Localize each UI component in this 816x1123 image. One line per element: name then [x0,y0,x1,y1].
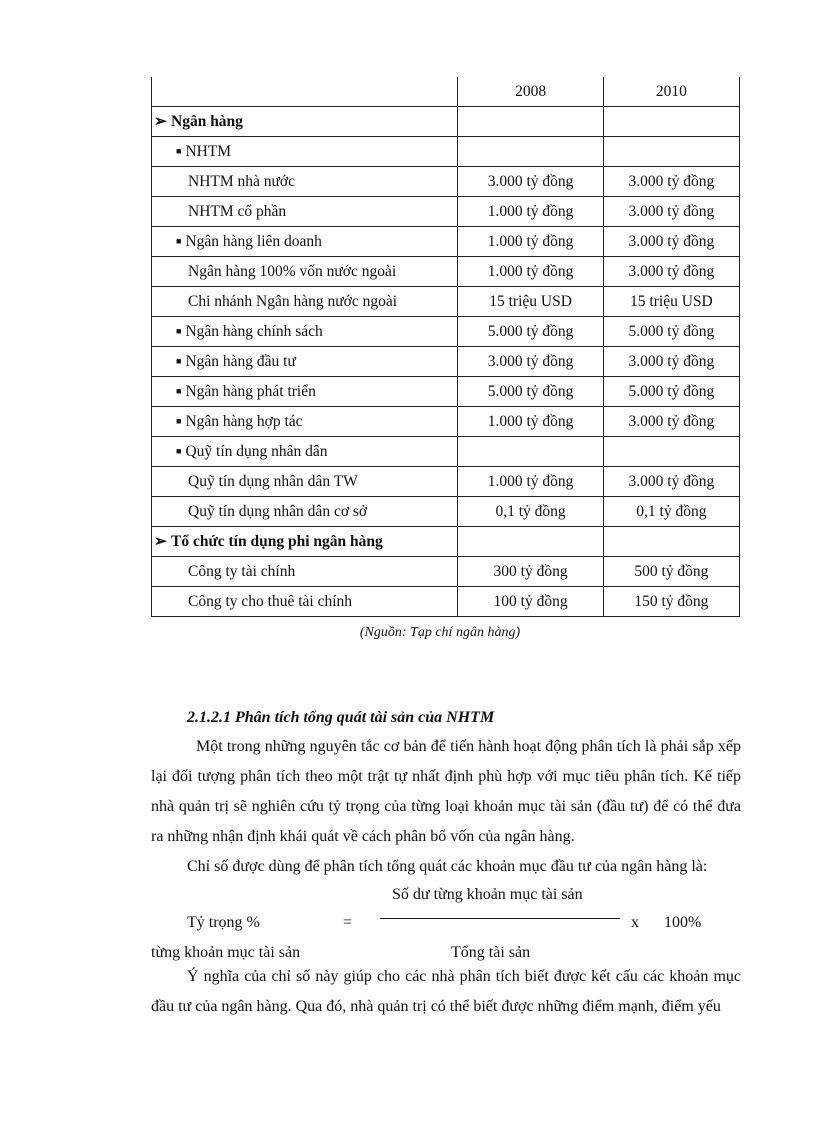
capital-table [151,77,740,617]
square-bullet-icon: ■ [176,445,182,456]
row-label: Ngân hàng đầu tư [185,352,296,370]
value-2010-cell: 3.000 tỷ đồng [603,167,739,197]
row-label: Công ty cho thuê tài chính [188,592,353,610]
table-row [152,287,740,317]
header-cell-label [152,77,458,107]
value-2010-cell: 3.000 tỷ đồng [603,467,739,497]
value-2010-cell: 0,1 tỷ đồng [603,497,739,527]
table-row [152,107,740,137]
square-bullet-icon: ■ [176,415,182,426]
row-label: Quỹ tín dụng nhân dân [185,442,328,460]
square-bullet-icon: ■ [176,235,182,246]
value-2008-cell: 1.000 tỷ đồng [458,227,603,257]
row-label: Ngân hàng chính sách [185,322,323,340]
arrow-bullet-icon: ➢ [154,113,167,130]
value-2008-cell: 5.000 tỷ đồng [458,377,603,407]
paragraph-meaning: Ý nghĩa của chỉ số này giúp cho các nhà phân tích biết được kết cấu các khoản mục đầu tư của ngân hàng. Qua đó, nhà quản trị có thể biết được những điểm mạnh, điểm yếu [151,968,741,1015]
row-label-cell [152,317,458,347]
value-2010-cell: 3.000 tỷ đồng [603,347,739,377]
table-row [152,197,740,227]
value-2010-cell [603,107,739,137]
table-row [152,257,740,287]
value-2010-cell [603,137,739,167]
square-bullet-icon: ■ [176,145,182,156]
row-label-cell [152,437,458,467]
table-header-row [152,77,740,107]
row-label-cell [152,107,458,137]
paragraph-index: Chỉ số được dùng để phân tích tổng quát các khoản mục đầu tư của ngân hàng là: [187,858,708,875]
row-label-cell [152,407,458,437]
table-row [152,587,740,617]
row-label-cell [152,167,458,197]
row-label: Ngân hàng 100% vốn nước ngoài [188,262,397,280]
table-row [152,497,740,527]
row-label-cell [152,587,458,617]
table-row [152,137,740,167]
value-2010-cell [603,527,739,557]
square-bullet-icon: ■ [176,355,182,366]
value-2010-cell: 15 triệu USD [603,287,739,317]
row-label: Ngân hàng [171,113,243,130]
row-label-cell [152,227,458,257]
row-label-cell [152,467,458,497]
value-2010-cell: 5.000 tỷ đồng [603,317,739,347]
value-2010-cell: 500 tỷ đồng [603,557,739,587]
header-cell-2010: 2010 [603,77,739,107]
value-2008-cell: 3.000 tỷ đồng [458,167,603,197]
square-bullet-icon: ■ [176,385,182,396]
formula-times: x [631,914,639,931]
row-label-cell [152,497,458,527]
formula-numerator: Số dư từng khoản mục tài sản [392,886,583,903]
section-heading: 2.1.2.1 Phân tích tổng quát tài sản của NHTM [187,709,495,726]
value-2008-cell [458,107,603,137]
arrow-bullet-icon: ➢ [154,533,167,550]
value-2008-cell: 1.000 tỷ đồng [458,257,603,287]
row-label: Quỹ tín dụng nhân dân TW [188,472,358,490]
value-2008-cell [458,137,603,167]
row-label: Chi nhánh Ngân hàng nước ngoài [188,292,398,310]
value-2010-cell: 3.000 tỷ đồng [603,227,739,257]
row-label: Ngân hàng hợp tác [185,412,303,430]
value-2008-cell: 1.000 tỷ đồng [458,467,603,497]
table-row [152,467,740,497]
row-label-cell [152,257,458,287]
formula-lhs-line1: Tỷ trọng % [187,914,260,931]
row-label-cell [152,197,458,227]
value-2010-cell: 150 tỷ đồng [603,587,739,617]
table-row [152,437,740,467]
value-2008-cell [458,527,603,557]
row-label-cell [152,527,458,557]
header-cell-2008: 2008 [458,77,603,107]
value-2008-cell [458,437,603,467]
row-label-cell [152,377,458,407]
table-row [152,527,740,557]
formula-denominator: Tổng tài sản [451,944,531,961]
fraction-line [380,918,620,919]
table-source-note: (Nguồn: Tạp chí ngân hàng) [359,625,521,640]
value-2010-cell [603,437,739,467]
row-label-cell [152,137,458,167]
value-2010-cell: 3.000 tỷ đồng [603,407,739,437]
value-2008-cell: 0,1 tỷ đồng [458,497,603,527]
row-label: NHTM nhà nước [188,172,295,190]
row-label: Quỹ tín dụng nhân dân cơ sở [188,502,368,520]
table-row [152,557,740,587]
row-label-cell [152,287,458,317]
value-2008-cell: 1.000 tỷ đồng [458,407,603,437]
value-2008-cell: 300 tỷ đồng [458,557,603,587]
value-2008-cell: 3.000 tỷ đồng [458,347,603,377]
value-2010-cell: 3.000 tỷ đồng [603,197,739,227]
formula-lhs-line2: từng khoản mục tài sản [151,944,301,961]
value-2008-cell: 1.000 tỷ đồng [458,197,603,227]
value-2008-cell: 15 triệu USD [458,287,603,317]
row-label-cell [152,557,458,587]
table-row [152,167,740,197]
formula-factor: 100% [664,914,702,931]
value-2010-cell: 5.000 tỷ đồng [603,377,739,407]
paragraph-intro: Một trong những nguyên tắc cơ bản để tiến hành hoạt động phân tích là phải sắp xếp lại đối tượng phân tích theo một trật tự nhất định phù hợp với mục tiêu phân tích. Kế tiếp nhà quản trị sẽ nghiên cứu tỷ trọng của từng loại khoản mục tài sản (đầu tư) để có thể đưa ra những nhận định khái quát về cách phân bổ vốn của ngân hàng. [151,738,741,845]
formula-equals: = [343,914,353,931]
table-row [152,227,740,257]
row-label: Công ty tài chính [188,562,296,580]
value-2008-cell: 5.000 tỷ đồng [458,317,603,347]
value-2010-cell: 3.000 tỷ đồng [603,257,739,287]
row-label: Tổ chức tín dụng phi ngân hàng [171,533,383,550]
table-row [152,347,740,377]
row-label: Ngân hàng phát triển [185,382,316,400]
row-label-cell [152,347,458,377]
table-row [152,377,740,407]
row-label: Ngân hàng liên doanh [185,232,322,250]
value-2008-cell: 100 tỷ đồng [458,587,603,617]
square-bullet-icon: ■ [176,325,182,336]
row-label: NHTM cổ phần [188,202,287,220]
row-label: NHTM [185,142,232,160]
table-row [152,407,740,437]
table-row [152,317,740,347]
